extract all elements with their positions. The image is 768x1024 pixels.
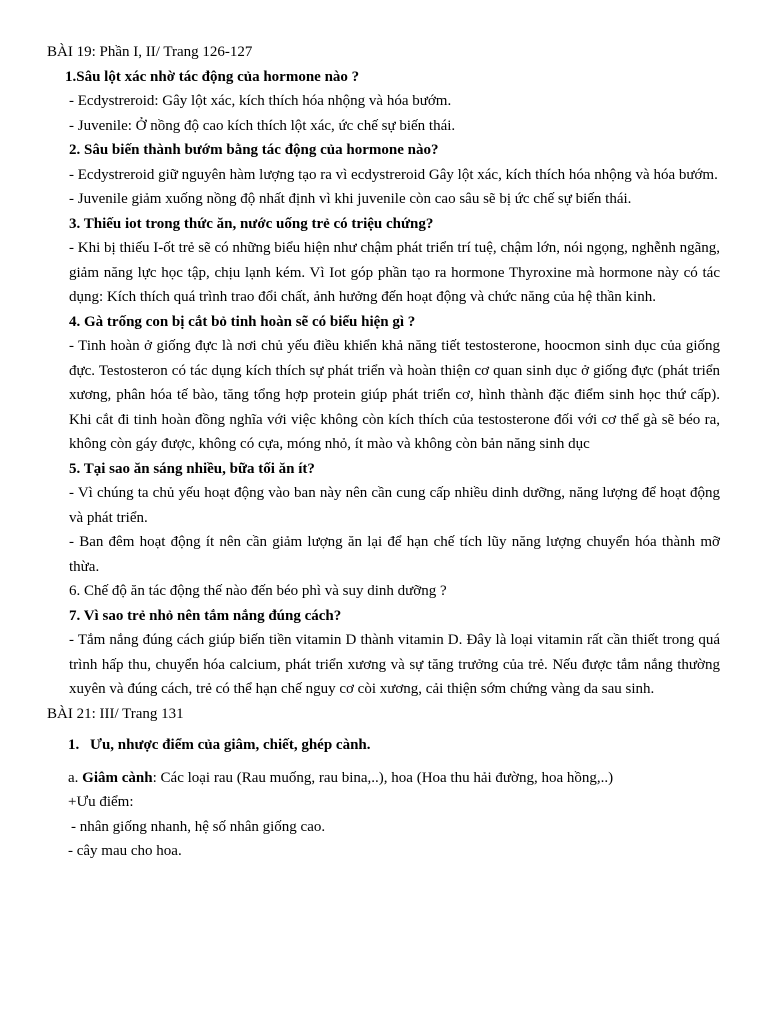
question-5-answer-1: - Vì chúng ta chủ yếu hoạt động vào ban này nên cần cung cấp nhiều dinh dưỡng, năng lượng để hoạt động và phát triển.: [69, 485, 720, 526]
cutting-method-line: [68, 766, 720, 791]
question-7-answer-1: - Tắm nắng đúng cách giúp biến tiền vitamin D thành vitamin D. Đây là loại vitamin rất cần thiết trong quá trình hấp thu, chuyển hóa calcium, phát triển xương và sự tăng trưởng của trẻ. Nếu được tắm nắng thường xuyên và đúng cách, trẻ có thể hạn chế nguy cơ còi xương, cải thiện sớm chứng vàng da sau sinh.: [69, 632, 720, 697]
question-2-answer-1: - Ecdystreroid giữ nguyên hàm lượng tạo ra vì ecdystreroid Gây lột xác, kích thích hóa nhộng và hóa bướm.: [69, 166, 718, 183]
lesson-21-question-1-number: 1.: [68, 737, 80, 753]
question-4-answer-1: - Tinh hoàn ở giống đực là nơi chủ yếu điều khiển khả năng tiết testosterone, hoocmon sinh dục của giống đực. Testosteron có tác dụng kích thích sự phát triển và hoàn thiện cơ quan sinh dục ở giống đực (phát triển xương, phân hóa tế bào, tăng tổng hợp protein giúp phát triển cơ, hình thành đặc điểm sinh học thứ cấp). Khi cắt đi tinh hoàn đồng nghĩa với việc không còn kích thích của testosterone đối với cơ thể gà sẽ béo ra, không còn gáy được, không có cựa, móng nhỏ, ít mào và không còn bản năng sinh dục: [69, 338, 720, 452]
question-1-title: 1.Sâu lột xác nhờ tác động của hormone nào ?: [65, 68, 360, 85]
lesson-21-question-1-text: Ưu, nhược điểm của giâm, chiết, ghép cành.: [90, 737, 371, 753]
question-3-answer-1: - Khi bị thiếu I-ốt trẻ sẽ có những biểu hiện như chậm phát triển trí tuệ, chậm lớn, nói ngọng, nghễnh ngãng, giảm năng lực học tập, chịu lạnh kém. Vì Iot góp phần tạo ra hormone Thyroxine mà hormone này có tác dụng: Kích thích quá trình trao đổi chất, ảnh hưởng đến hoạt động và chức năng của hệ thần kinh.: [69, 240, 720, 305]
question-5-title: 5. Tại sao ăn sáng nhiều, bữa tối ăn ít?: [69, 460, 315, 477]
advantage-item-1: - nhân giống nhanh, hệ số nhân giống cao.: [71, 818, 326, 835]
advantages-label: +Ưu điểm:: [68, 794, 134, 810]
question-1-answer-1: - Ecdystreroid: Gây lột xác, kích thích hóa nhộng và hóa bướm.: [69, 93, 452, 109]
question-2-title: 2. Sâu biến thành bướm bằng tác động của hormone nào?: [69, 142, 439, 158]
question-5-answer-2: - Ban đêm hoạt động ít nên cần giảm lượng ăn lại để hạn chế tích lũy năng lượng chuyển hóa thành mỡ thừa.: [69, 534, 720, 575]
question-7-title: 7. Vì sao trẻ nhỏ nên tắm nắng đúng cách?: [69, 607, 342, 624]
lesson-19-heading: BÀI 19: Phần I, II/ Trang 126-127: [47, 44, 253, 60]
cutting-method-description: : Các loại rau (Rau muống, rau bina,..), hoa (Hoa thu hải đường, hoa hồng,..): [152, 769, 614, 786]
question-1-answer-2: - Juvenile: Ở nồng độ cao kích thích lột xác, ức chế sự biến thái.: [69, 117, 456, 134]
cutting-method-prefix: a.: [68, 769, 83, 786]
question-3-title: 3. Thiếu iot trong thức ăn, nước uống trẻ có triệu chứng?: [69, 215, 434, 232]
lesson-21-question-1-title: [68, 733, 720, 758]
question-6-title: 6. Chế độ ăn tác động thế nào đến béo phì và suy dinh dưỡng ?: [69, 583, 447, 599]
question-2-answer-2: - Juvenile giảm xuống nồng độ nhất định vì khi juvenile còn cao sâu sẽ bị ức chế sự biến thái.: [69, 191, 632, 207]
lesson-21-heading: BÀI 21: III/ Trang 131: [47, 705, 184, 722]
advantage-item-2: - cây mau cho hoa.: [68, 843, 182, 859]
cutting-method-term: Giâm cành: [82, 769, 153, 786]
question-4-title: 4. Gà trống con bị cắt bỏ tinh hoàn sẽ có biểu hiện gì ?: [69, 313, 416, 330]
